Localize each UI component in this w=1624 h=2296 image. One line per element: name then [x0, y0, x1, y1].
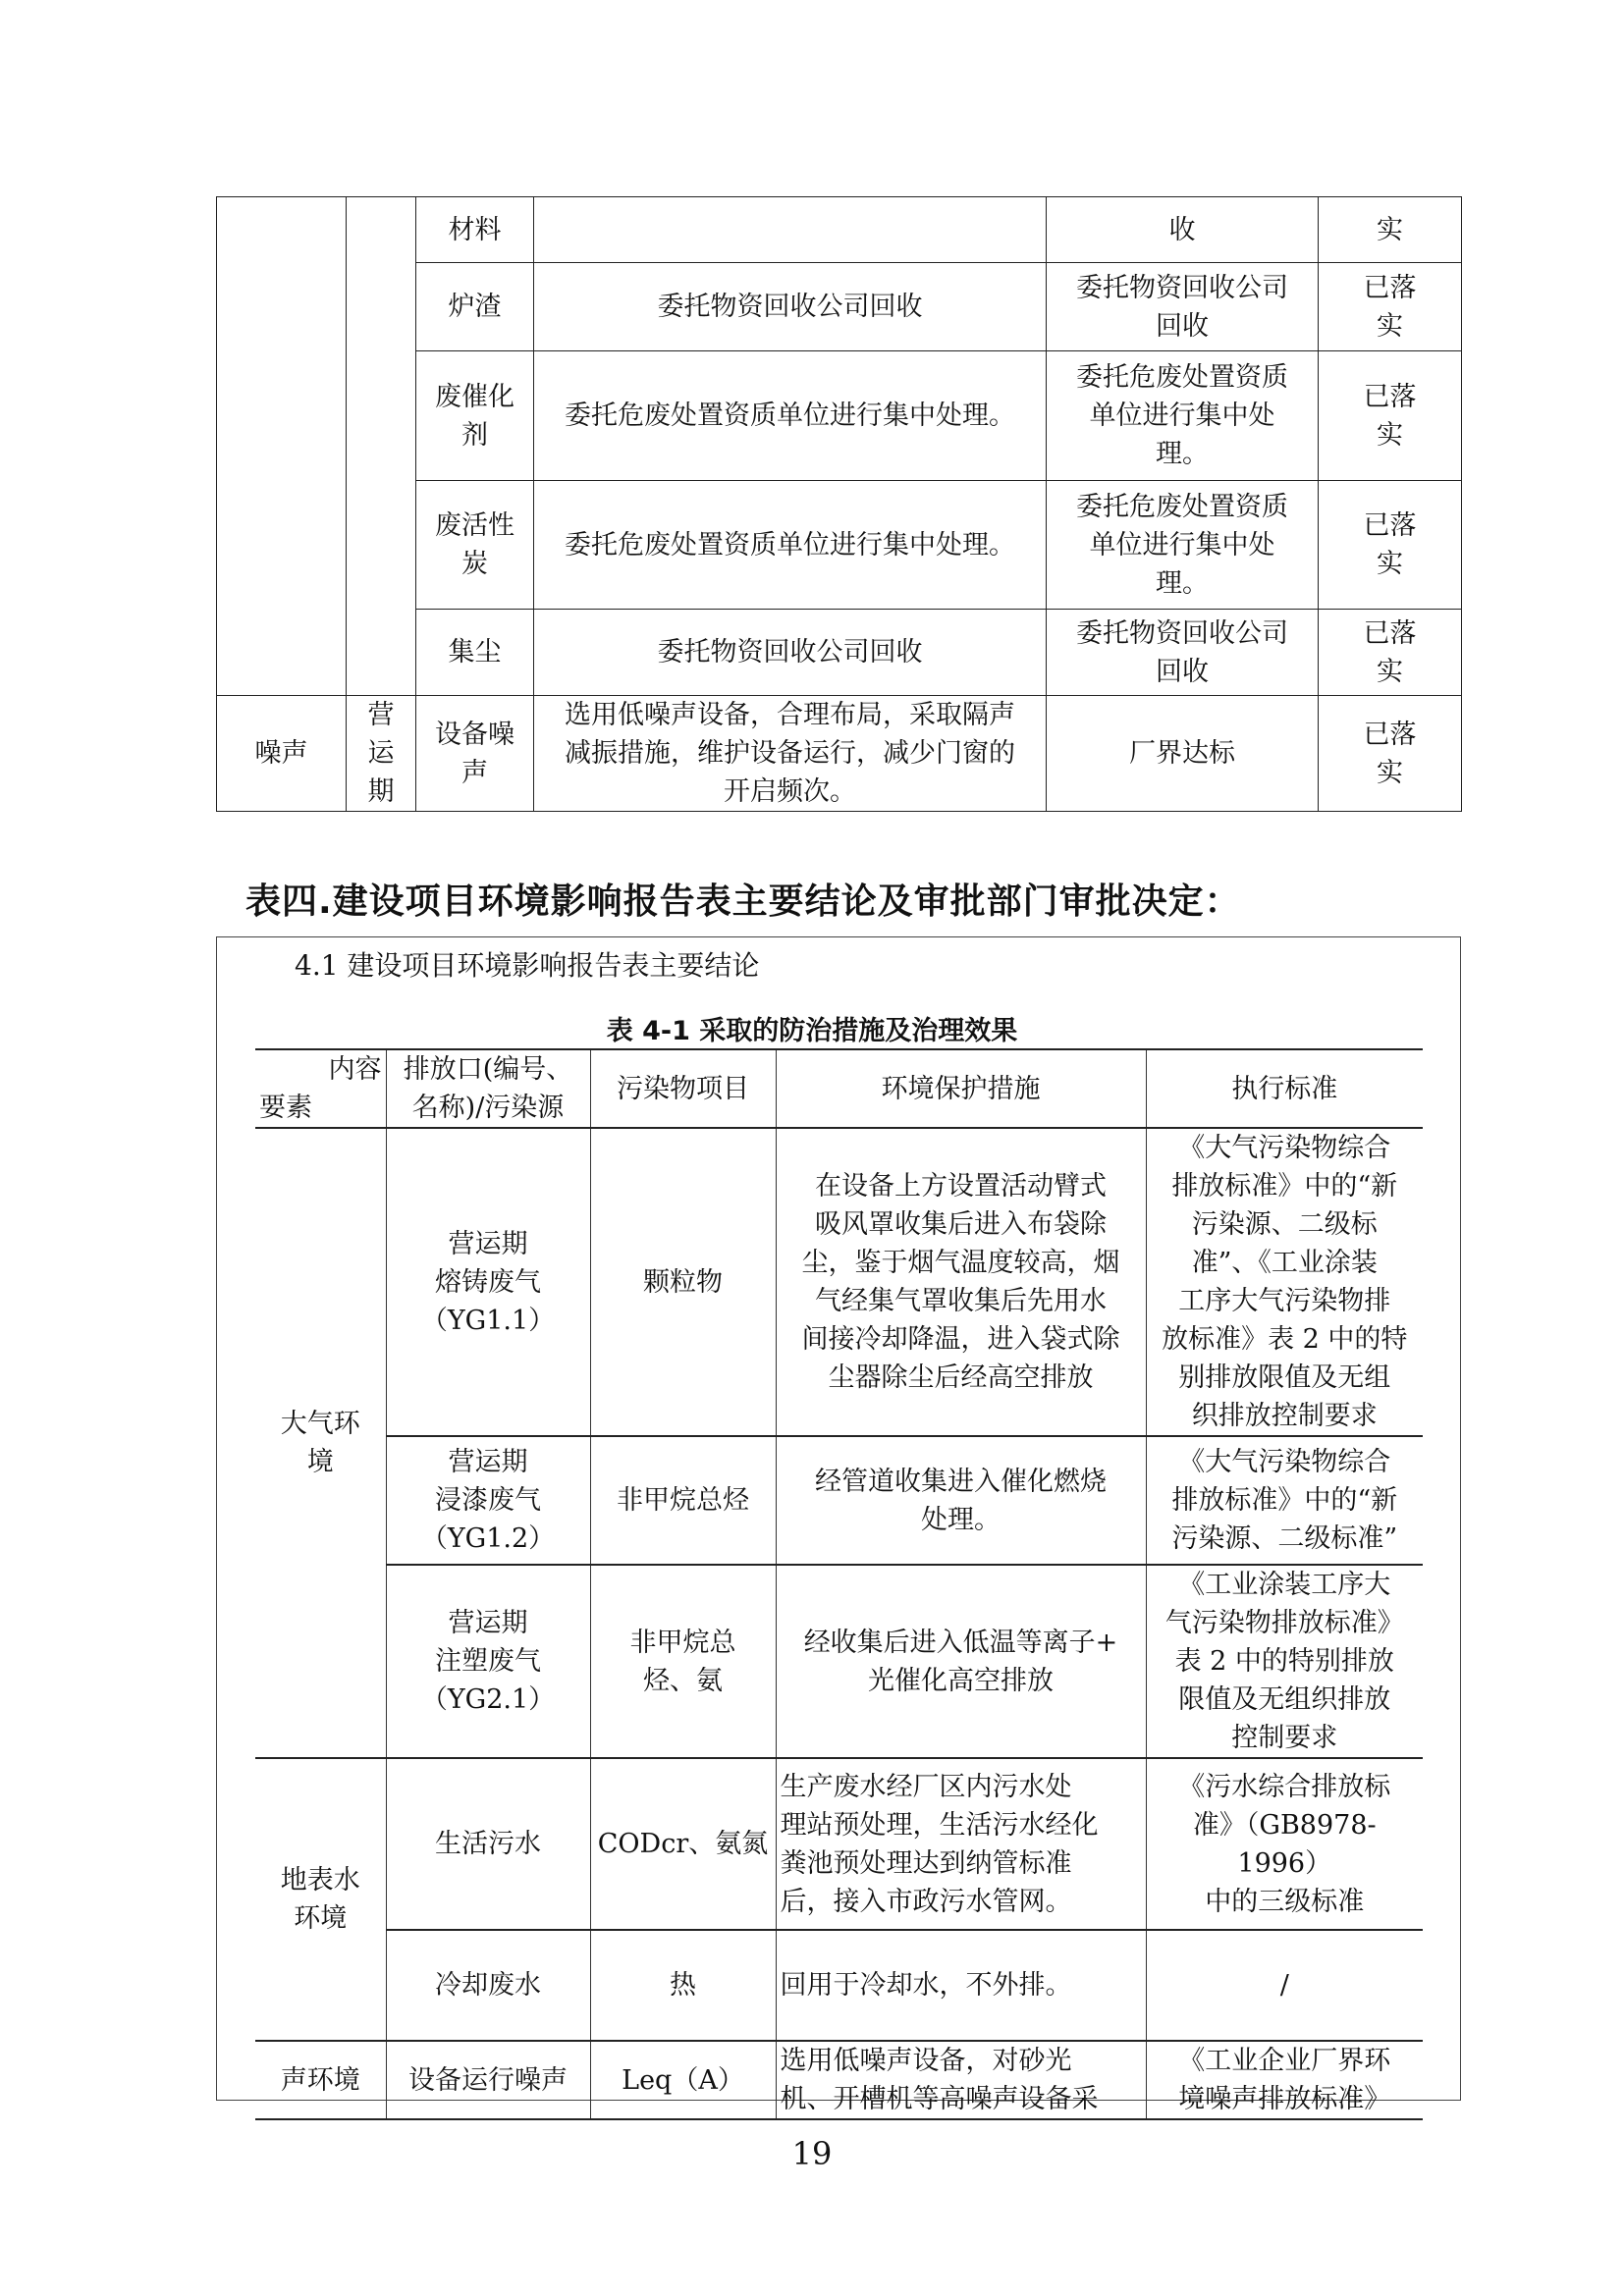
header-standard: 执行标准 [1146, 1049, 1423, 1128]
category-cell: 地表水 环境 [255, 1758, 386, 2041]
measure-cell: 在设备上方设置活动臂式 吸风罩收集后进入布袋除 尘，鉴于烟气温度较高，烟 气经集气罩收集后先用水 间接冷却降温，进入袋式除 尘器除尘后经高空排放 [776, 1128, 1146, 1436]
header-row [255, 1049, 1423, 1128]
measure-cell: 经收集后进入低温等离子+ 光催化高空排放 [776, 1565, 1146, 1758]
measure-cell: 委托危废处置资质单位进行集中处理。 [534, 351, 1047, 481]
table-row [217, 696, 1462, 812]
source-cell: 营运期 浸漆废气 （YG1.2） [386, 1436, 590, 1565]
pollutant-cell: 颗粒物 [590, 1128, 776, 1436]
period-cell: 营 运 期 [347, 696, 416, 812]
table-row [255, 1565, 1423, 1758]
status-cell: 已落 实 [1319, 696, 1462, 812]
pollutant-cell: CODcr、氨氮 [590, 1758, 776, 1930]
source-cell: 生活污水 [386, 1758, 590, 1930]
status-cell: 实 [1319, 197, 1462, 263]
source-cell: 营运期 熔铸废气 （YG1.1） [386, 1128, 590, 1436]
category-cell [217, 197, 347, 696]
measures-table [255, 1048, 1423, 2120]
category-cell: 大气环 境 [255, 1128, 386, 1758]
measure-cell: 回用于冷却水，不外排。 [776, 1930, 1146, 2041]
table-row [255, 1758, 1423, 1930]
source-cell: 营运期 注塑废气 （YG2.1） [386, 1565, 590, 1758]
measure-cell: 委托物资回收公司回收 [534, 610, 1047, 696]
table-row [255, 1436, 1423, 1565]
source-cell: 冷却废水 [386, 1930, 590, 2041]
standard-cell: 《工业涂装工序大 气污染物排放标准》 表 2 中的特别排放 限值及无组织排放 控制要求 [1146, 1565, 1423, 1758]
item-cell: 炉渣 [416, 263, 534, 351]
header-pollutant: 污染物项目 [590, 1049, 776, 1128]
result-cell: 厂界达标 [1047, 696, 1319, 812]
item-cell: 集尘 [416, 610, 534, 696]
table-caption: 表 4-1 采取的防治措施及治理效果 [606, 1016, 1018, 1046]
measure-cell: 委托危废处置资质单位进行集中处理。 [534, 481, 1047, 610]
measure-cell: 选用低噪声设备，合理布局，采取隔声 减振措施，维护设备运行，减少门窗的 开启频次。 [534, 696, 1047, 812]
table-row [255, 1930, 1423, 2041]
pollutant-cell: 非甲烷总 烃、氨 [590, 1565, 776, 1758]
measure-cell [534, 197, 1047, 263]
pollutant-cell: 非甲烷总烃 [590, 1436, 776, 1565]
header-element-top: 内容 [328, 1054, 382, 1085]
measure-cell: 选用低噪声设备，对砂光 机、开槽机等高噪声设备采 [776, 2041, 1146, 2119]
result-cell: 委托物资回收公司 回收 [1047, 610, 1319, 696]
standard-cell: / [1146, 1930, 1423, 2041]
solid-waste-noise-table [216, 196, 1462, 812]
table-row [255, 2041, 1423, 2119]
period-cell [347, 197, 416, 696]
measure-cell: 委托物资回收公司回收 [534, 263, 1047, 351]
result-cell: 委托物资回收公司 回收 [1047, 263, 1319, 351]
page-number: 19 [791, 2135, 833, 2172]
header-element-bottom: 要素 [259, 1093, 312, 1123]
standard-cell: 《污水综合排放标 准》（GB8978-1996） 中的三级标准 [1146, 1758, 1423, 1930]
result-cell: 委托危废处置资质 单位进行集中处 理。 [1047, 481, 1319, 610]
status-cell: 已落 实 [1319, 263, 1462, 351]
header-measure: 环境保护措施 [776, 1049, 1146, 1128]
item-cell: 废活性 炭 [416, 481, 534, 610]
status-cell: 已落 实 [1319, 351, 1462, 481]
item-cell: 设备噪 声 [416, 696, 534, 812]
source-cell: 设备运行噪声 [386, 2041, 590, 2119]
status-cell: 已落 实 [1319, 481, 1462, 610]
table-row [217, 197, 1462, 263]
category-cell: 噪声 [217, 696, 347, 812]
measure-cell: 经管道收集进入催化燃烧 处理。 [776, 1436, 1146, 1565]
item-cell: 材料 [416, 197, 534, 263]
standard-cell: 《大气污染物综合 排放标准》中的“新 污染源、二级标 准”、《工业涂装 工序大气污染物排 放标准》表 2 中的特 别排放限值及无组 织排放控制要求 [1146, 1128, 1423, 1436]
table-row [255, 1128, 1423, 1436]
header-source: 排放口(编号、 名称)/污染源 [386, 1049, 590, 1128]
status-cell: 已落 实 [1319, 610, 1462, 696]
standard-cell: 《工业企业厂界环 境噪声排放标准》 [1146, 2041, 1423, 2119]
section-heading: 表四.建设项目环境影响报告表主要结论及审批部门审批决定： [245, 881, 1241, 922]
pollutant-cell: Leq（A） [590, 2041, 776, 2119]
category-cell: 声环境 [255, 2041, 386, 2119]
result-cell: 收 [1047, 197, 1319, 263]
result-cell: 委托危废处置资质 单位进行集中处 理。 [1047, 351, 1319, 481]
pollutant-cell: 热 [590, 1930, 776, 2041]
subsection-title: 4.1 建设项目环境影响报告表主要结论 [295, 949, 760, 982]
header-element [255, 1049, 386, 1128]
item-cell: 废催化 剂 [416, 351, 534, 481]
standard-cell: 《大气污染物综合 排放标准》中的“新 污染源、二级标准” [1146, 1436, 1423, 1565]
measure-cell: 生产废水经厂区内污水处 理站预处理，生活污水经化 粪池预处理达到纳管标准 后，接入市政污水管网。 [776, 1758, 1146, 1930]
